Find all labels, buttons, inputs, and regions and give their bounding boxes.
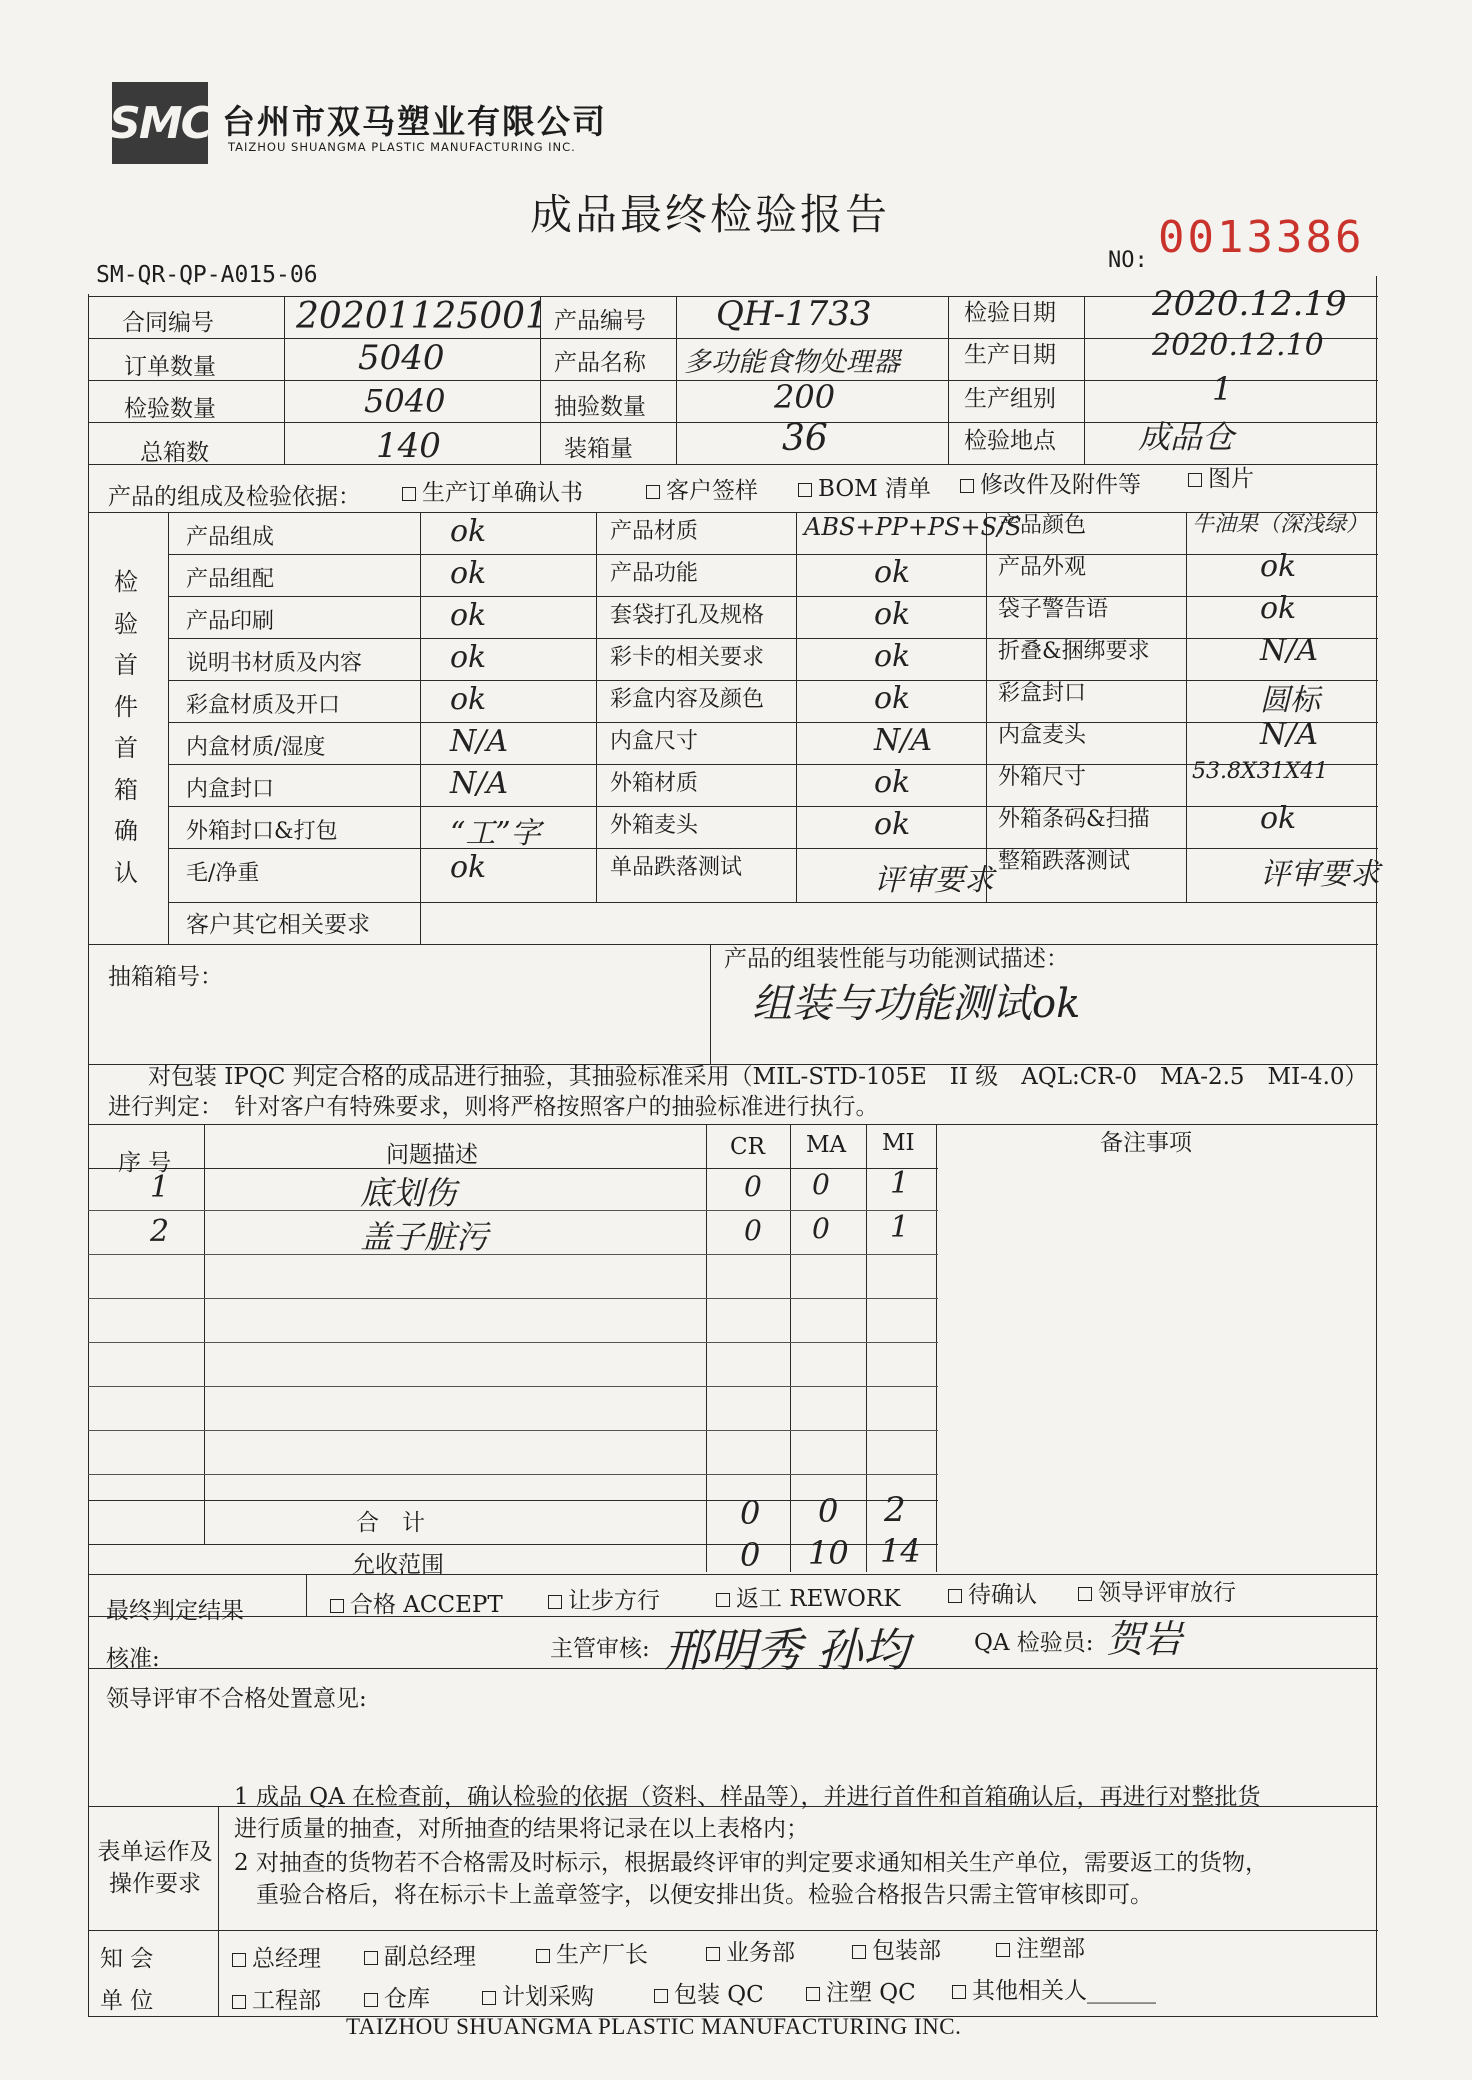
product-name-value: 多功能食物处理器 [684, 347, 900, 378]
checkbox-icon [364, 1951, 378, 1965]
checkbox-icon [706, 1947, 720, 1961]
check-item-value: N/A [450, 766, 509, 801]
check-item-label: 产品材质 [610, 519, 699, 544]
checkbox-icon [798, 483, 812, 497]
check-item-value: ok [874, 639, 911, 674]
sample-qty-value: 200 [774, 378, 836, 416]
checkbox-icon [402, 487, 416, 501]
check-item-label: 内盒材质/湿度 [186, 735, 326, 760]
check-item-label: 外箱条码&扫描 [998, 807, 1150, 832]
total-label: 合 计 [356, 1510, 425, 1536]
check-item-label: 外箱麦头 [610, 813, 699, 838]
pack-qty-label: 装箱量 [564, 436, 633, 462]
check-item-value: ok [450, 640, 487, 675]
qa-label: QA 检验员: [974, 1630, 1094, 1656]
checkbox-icon [716, 1593, 730, 1607]
defect-mi: 1 [890, 1210, 910, 1245]
check-item-value: ok [450, 682, 487, 717]
col-no-header: 序 号 [118, 1150, 172, 1176]
sample-qty-label: 抽验数量 [554, 394, 646, 420]
check-item-value: ok [450, 850, 487, 885]
allow-mi: 14 [880, 1532, 921, 1570]
check-item-label: 彩盒封口 [998, 681, 1087, 706]
checkbox-icon [330, 1599, 344, 1613]
check-item-value: ok [874, 555, 911, 590]
check-item-value: N/A [1260, 633, 1319, 668]
notify-option-label: 包装部 [872, 1938, 941, 1964]
inspect-place-label: 检验地点 [964, 428, 1056, 454]
check-item-label: 彩盒内容及颜色 [610, 687, 765, 712]
inspect-date-label: 检验日期 [964, 300, 1056, 326]
check-item-label: 内盒尺寸 [610, 729, 699, 754]
prod-group-label: 生产组别 [964, 386, 1056, 412]
serial-number: 0013386 [1158, 212, 1365, 263]
col-mi-header: MI [882, 1130, 915, 1156]
checkbox-icon [536, 1949, 550, 1963]
checkbox-icon [1078, 1587, 1092, 1601]
check-item-label: 外箱材质 [610, 771, 699, 796]
customer-req-label: 客户其它相关要求 [186, 912, 370, 938]
basis-option-customer-sample[interactable]: 客户签样 [646, 472, 758, 505]
defect-ma: 0 [812, 1212, 830, 1245]
inspect-place-value: 成品仓 [1138, 418, 1235, 456]
order-qty-value: 5040 [358, 338, 445, 378]
first-check-side-label: 检验首件首箱确认 [114, 568, 138, 887]
check-item-value: ok [450, 598, 487, 633]
notify-option-label: 包装 QC [674, 1982, 764, 2008]
check-item-label: 外箱尺寸 [998, 765, 1087, 790]
defect-mi: 1 [890, 1166, 910, 1201]
check-item-label: 内盒麦头 [998, 723, 1087, 748]
checkbox-icon [1188, 473, 1202, 487]
checkbox-icon [960, 479, 974, 493]
footer-company: TAIZHOU SHUANGMA PLASTIC MANUFACTURING INC. [346, 2014, 962, 2039]
check-item-label: 说明书材质及内容 [186, 651, 363, 676]
checkbox-icon [948, 1589, 962, 1603]
judgement-label: 最终判定结果 [106, 1598, 244, 1624]
report-title: 成品最终检验报告 [530, 190, 891, 239]
supervisor-label: 主管审核: [550, 1636, 650, 1662]
total-ma: 0 [818, 1492, 839, 1530]
notify-label-1: 知 会 [100, 1946, 154, 1972]
instructions-line3: 2 对抽查的货物若不合格需及时标示，根据最终评审的判定要求通知相关生产单位，需要返工的货物， [234, 1850, 1268, 1876]
leader-opinion-label: 领导评审不合格处置意见: [106, 1686, 367, 1712]
check-item-label: 产品印刷 [186, 609, 275, 634]
inspect-qty-label: 检验数量 [124, 396, 216, 422]
check-item-value: N/A [1260, 717, 1319, 752]
check-item-value: 53.8X31X41 [1192, 759, 1329, 784]
notify-option[interactable] [232, 1982, 321, 2015]
basis-label: 产品的组成及检验依据： [108, 484, 361, 510]
allow-cr: 0 [740, 1536, 761, 1574]
product-no-label: 产品编号 [554, 308, 646, 334]
check-item-label: 整箱跌落测试 [998, 849, 1131, 874]
defect-desc: 底划伤 [360, 1174, 457, 1212]
box-no-label: 抽箱箱号： [108, 964, 223, 990]
instructions-line2: 进行质量的抽查，对所抽查的结果将记录在以上表格内； [234, 1816, 809, 1842]
notify-option[interactable] [654, 1976, 764, 2009]
notify-option-label: 工程部 [252, 1988, 321, 2014]
check-item-label: 单品跌落测试 [610, 855, 743, 880]
total-boxes-label: 总箱数 [140, 440, 209, 466]
judgement-rework[interactable]: 返工 REWORK [716, 1580, 900, 1613]
check-item-value: 评审要求 [1260, 857, 1380, 892]
check-item-value: ABS+PP+PS+S/S [804, 513, 1022, 541]
check-item-value: 圆标 [1260, 683, 1320, 718]
notify-option[interactable] [996, 1930, 1085, 1963]
check-item-label: 袋子警告语 [998, 597, 1109, 622]
check-item-label: 彩卡的相关要求 [610, 645, 765, 670]
supervisor-signature: 邢明秀 孙均 [664, 1623, 909, 1677]
notify-option-label: 其他相关人______ [972, 1978, 1156, 2004]
total-cr: 0 [740, 1494, 761, 1532]
check-item-label: 产品组成 [186, 525, 275, 550]
judgement-accept[interactable]: 合格 ACCEPT [330, 1586, 503, 1619]
inspect-qty-value: 5040 [364, 382, 446, 420]
notify-option-label: 总经理 [252, 1946, 321, 1972]
prod-group-value: 1 [1212, 370, 1233, 408]
judgement-leader-release[interactable]: 领导评审放行 [1078, 1574, 1236, 1607]
notify-option[interactable] [232, 1940, 321, 1973]
contract-no-value: 20201125001 [296, 296, 548, 337]
checkbox-icon [646, 485, 660, 499]
check-item-label: 折叠&捆绑要求 [998, 639, 1150, 664]
judgement-pending[interactable]: 待确认 [948, 1576, 1037, 1609]
check-item-value: ok [874, 597, 911, 632]
defect-ma: 0 [812, 1168, 830, 1201]
check-item-value: ok [1260, 549, 1297, 584]
check-item-value: ok [874, 807, 911, 842]
logo-text: SMC [109, 97, 211, 149]
col-ma-header: MA [806, 1132, 847, 1158]
notify-option[interactable] [952, 1972, 1156, 2005]
sampling-standard-line1: 对包装 IPQC 判定合格的成品进行抽验，其抽验标准采用（MIL-STD-105E II 级 AQL:CR-0 MA-2.5 MI-4.0） [148, 1064, 1368, 1090]
basis-option-bom[interactable]: BOM 清单 [798, 470, 931, 503]
func-test-value: 组装与功能测试ok [752, 981, 1081, 1027]
check-item-label: 产品组配 [186, 567, 275, 592]
notify-option-label: 计划采购 [502, 1984, 594, 2010]
prod-date-label: 生产日期 [964, 342, 1056, 368]
check-item-label: 产品功能 [610, 561, 699, 586]
basis-option-changes[interactable]: 修改件及附件等 [960, 466, 1141, 499]
check-item-value: 评审要求 [874, 863, 994, 898]
defect-no: 2 [150, 1214, 170, 1249]
defect-no: 1 [150, 1170, 170, 1205]
checkbox-icon [952, 1985, 966, 1999]
contract-no-label: 合同编号 [122, 310, 214, 336]
checkbox-icon [654, 1989, 668, 2003]
defect-cr: 0 [744, 1214, 762, 1247]
check-item-value: N/A [874, 723, 933, 758]
check-item-label: 内盒封口 [186, 777, 275, 802]
check-item-value: ok [874, 765, 911, 800]
notify-option-label: 生产厂长 [556, 1942, 648, 1968]
notify-option-label: 仓库 [384, 1986, 430, 2012]
func-test-label: 产品的组装性能与功能测试描述： [724, 946, 1069, 972]
checkbox-icon [232, 1995, 246, 2009]
instructions-line1: 1 成品 QA 在检查前，确认检验的依据（资料、样品等），并进行首件和首箱确认后，再进行对整批货 [234, 1784, 1261, 1810]
qa-signature: 贺岩 [1106, 1617, 1183, 1661]
sampling-standard-line2: 进行判定： 针对客户有特殊要求，则将严格按照客户的抽验标准进行执行。 [108, 1094, 879, 1120]
total-mi: 2 [884, 1490, 906, 1530]
inspect-date-value: 2020.12.19 [1152, 284, 1347, 324]
product-name-label: 产品名称 [554, 350, 646, 376]
checkbox-icon [852, 1945, 866, 1959]
notify-option[interactable] [806, 1974, 916, 2007]
check-item-value: ok [450, 556, 487, 591]
product-no-value: QH-1733 [716, 294, 872, 334]
order-qty-label: 订单数量 [124, 354, 216, 380]
instructions-label: 表单运作及操作要求 [97, 1839, 213, 1897]
document-code: SM-QR-QP-A015-06 [96, 262, 318, 288]
judgement-concession[interactable]: 让步方行 [548, 1582, 660, 1615]
company-logo [109, 82, 211, 164]
check-item-label: 套袋打孔及规格 [610, 603, 765, 628]
notify-option[interactable] [706, 1934, 795, 1967]
notify-option[interactable] [482, 1978, 594, 2011]
approve-label: 核准: [106, 1646, 160, 1672]
check-item-label: 产品外观 [998, 555, 1087, 580]
notify-option-label: 副总经理 [384, 1944, 476, 1970]
frame-right [1376, 276, 1377, 2016]
basis-option-picture[interactable]: 图片 [1188, 460, 1254, 493]
notify-option-label: 业务部 [726, 1940, 795, 1966]
defect-desc: 盖子脏污 [360, 1218, 489, 1256]
prod-date-value: 2020.12.10 [1152, 328, 1324, 363]
notify-option[interactable] [852, 1932, 941, 1965]
frame-left [88, 294, 89, 2016]
instructions-line4: 重验合格后，将在标示卡上盖章签字，以便安排出货。检验合格报告只需主管审核即可。 [256, 1882, 1153, 1908]
notify-label-2: 单 位 [100, 1988, 154, 2014]
check-item-value: ok [1260, 591, 1297, 626]
notify-option[interactable] [364, 1980, 430, 2013]
check-item-value: 牛油果（深浅绿） [1192, 512, 1369, 537]
basis-option-order[interactable]: 生产订单确认书 [402, 474, 583, 507]
pack-qty-value: 36 [782, 418, 828, 459]
notify-option[interactable] [536, 1936, 648, 1969]
checkbox-icon [548, 1595, 562, 1609]
checkbox-icon [364, 1993, 378, 2007]
check-item-label: 毛/净重 [186, 861, 260, 886]
col-cr-header: CR [730, 1134, 765, 1160]
checkbox-icon [482, 1991, 496, 2005]
allow-ma: 10 [808, 1534, 849, 1572]
total-boxes-value: 140 [376, 426, 441, 466]
checkbox-icon [232, 1953, 246, 1967]
check-item-value: ok [1260, 801, 1297, 836]
col-remark-header: 备注事项 [1100, 1130, 1192, 1156]
serial-number-label: NO: [1108, 248, 1148, 273]
check-item-label: 产品颜色 [998, 513, 1087, 538]
allow-label: 允收范围 [352, 1552, 444, 1578]
defect-cr: 0 [744, 1170, 762, 1203]
checkbox-icon [996, 1943, 1010, 1957]
check-item-value: “工”字 [450, 816, 541, 851]
company-name-en: TAIZHOU SHUANGMA PLASTIC MANUFACTURING INC. [228, 140, 576, 154]
notify-option-label: 注塑 QC [826, 1980, 916, 2006]
notify-option[interactable] [364, 1938, 476, 1971]
notify-option-label: 注塑部 [1016, 1936, 1085, 1962]
check-item-value: N/A [450, 724, 509, 759]
company-name: 台州市双马塑业有限公司 [222, 102, 607, 141]
checkbox-icon [806, 1987, 820, 2001]
check-item-value: ok [450, 514, 487, 549]
col-desc-header: 问题描述 [386, 1142, 478, 1168]
check-item-label: 外箱封口&打包 [186, 819, 338, 844]
check-item-label: 彩盒材质及开口 [186, 693, 341, 718]
check-item-value: ok [874, 681, 911, 716]
